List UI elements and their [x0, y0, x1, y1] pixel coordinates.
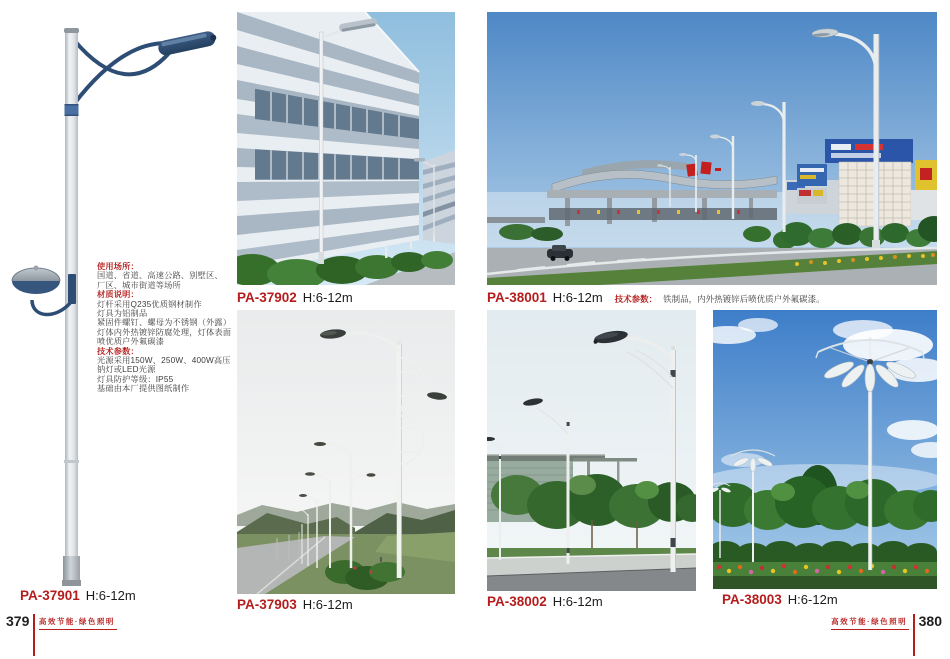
model-number: PA-38003: [722, 592, 782, 607]
hedge: [713, 541, 937, 564]
footer-left: [6, 614, 117, 656]
flower-bed: [713, 562, 937, 576]
model-number: PA-38002: [487, 594, 547, 609]
spec-line: 厂区、城市街道等场所: [97, 280, 181, 290]
spec-usage-heading: 使用场所：: [97, 262, 139, 271]
tech-note-label: 技术参数：: [614, 294, 658, 304]
product-photo-pa38001: [487, 12, 937, 285]
spec-tech-heading: 技术参数：: [97, 346, 139, 356]
footer-divider: [33, 614, 35, 656]
height-spec: H:6-12m: [787, 592, 838, 607]
product-photo-pa37903: [237, 310, 455, 594]
product-photo-pa38002: [487, 310, 696, 591]
caption-pa38001: [487, 290, 825, 305]
spec-material-heading: 材质说明：: [97, 290, 139, 300]
footer-slogan-left: 高效节能·绿色照明: [39, 614, 117, 630]
spec-line: 钠灯或LED光源: [97, 365, 156, 375]
caption-pa38002: [487, 594, 603, 609]
spec-line: 灯杆采用Q235优质钢材制作: [97, 299, 202, 309]
road-scene: [237, 310, 455, 594]
spec-line: 喷优质户外氟碳漆: [97, 337, 165, 347]
model-number: PA-37901: [20, 588, 80, 603]
caption-pa37901: [20, 588, 136, 603]
product-photo-pa37902: [237, 12, 455, 285]
height-spec: H:6-12m: [85, 588, 136, 603]
spec-panel: [97, 262, 249, 394]
footer-divider: [913, 614, 915, 656]
spec-line: 灯具为铝制品: [97, 309, 148, 319]
tech-note-text: 铁制品，内外热镀锌后喷优质户外氟碳漆。: [663, 294, 825, 304]
toll-plaza-scene: [487, 12, 937, 285]
page-number-left: 379: [6, 613, 30, 629]
page-number-right: 380: [918, 613, 942, 629]
caption-pa38003: [722, 592, 838, 607]
height-spec: H:6-12m: [302, 290, 353, 305]
product-photo-pa38003: [713, 310, 937, 589]
building-scene: [237, 12, 455, 285]
garden-scene: [713, 310, 937, 589]
spec-line: 国道、省道、高速公路、别墅区、: [97, 271, 223, 281]
spec-line: 灯体内外热镀锌防腐处理，灯体表面: [97, 327, 232, 337]
caption-pa37902: [237, 290, 353, 305]
model-number: PA-37903: [237, 597, 297, 612]
height-spec: H:6-12m: [552, 594, 603, 609]
campus-scene: [487, 310, 696, 591]
spec-line: 灯具防护等级：IP55: [97, 374, 174, 384]
spec-line: 基础由本厂提供图纸制作: [97, 384, 190, 394]
model-number: PA-38001: [487, 290, 547, 305]
height-spec: H:6-12m: [302, 597, 353, 612]
caption-pa37903: [237, 597, 353, 612]
spec-line: 光源采用150W、250W、400W高压: [97, 356, 231, 366]
height-spec: H:6-12m: [552, 290, 603, 305]
footer-slogan-right: 高效节能·绿色照明: [831, 614, 909, 630]
spec-line: 紧固件螺钉、螺母为不锈钢（外露）: [97, 318, 232, 328]
model-number: PA-37902: [237, 290, 297, 305]
footer-right: [831, 614, 942, 656]
